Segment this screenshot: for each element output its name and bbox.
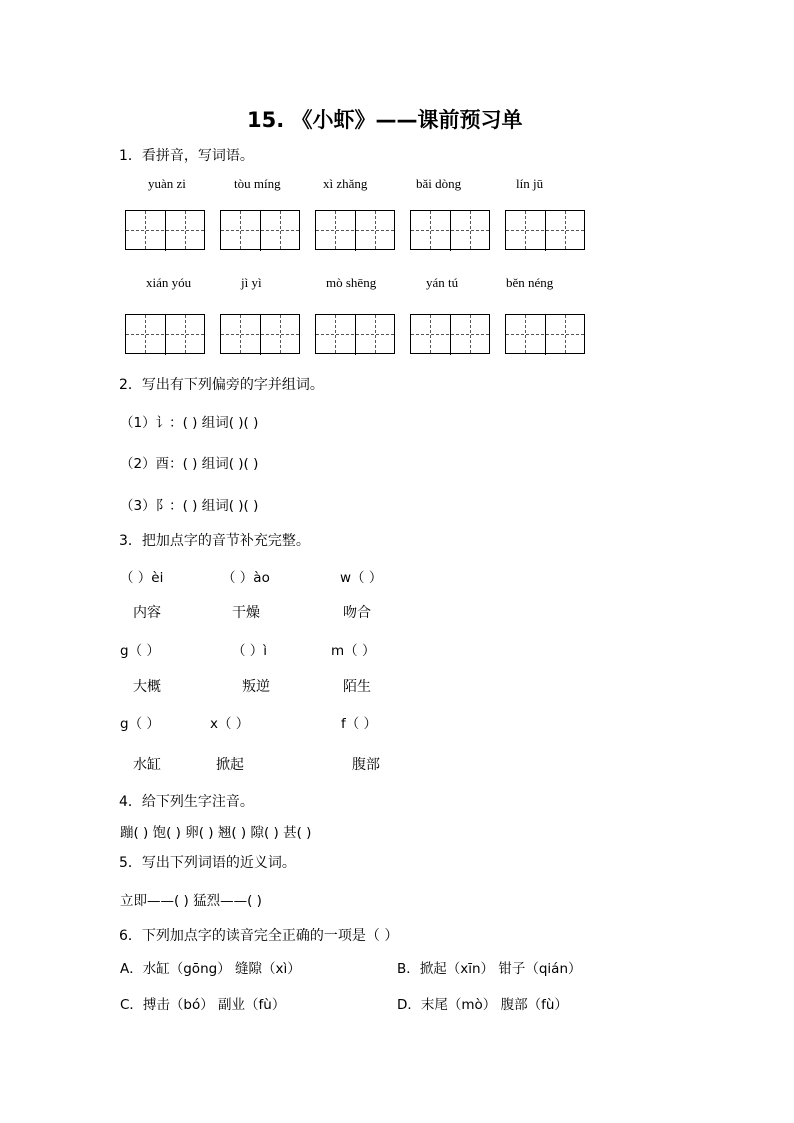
writing-grid[interactable] [125,314,205,354]
writing-grid[interactable] [220,210,300,250]
pinyin-label: jì yì [241,275,262,290]
pinyin-label: bǎi dòng [416,176,462,191]
radical-line: （2）酉：( ) 组词( )( ) [120,456,259,472]
syllable-blank: f（ ） [341,716,378,732]
dotted-word: 干燥 [232,605,260,621]
syllable-blank: （ ）ì [232,643,268,659]
dotted-word: 吻合 [343,605,371,621]
syllable-blank: m（ ） [331,643,376,659]
writing-grid[interactable] [220,314,300,354]
dotted-word: 内容 [133,605,161,621]
syllable-blank: g（ ） [120,643,160,659]
phonetic-line: 蹦( ) 饱( ) 卵( ) 翘( ) 隙( ) 甚( ) [120,825,312,841]
dotted-word: 水缸 [133,757,161,773]
option-d[interactable]: D．末尾（mò） 腹部（fù） [397,997,568,1013]
radical-line: （1）讠：( ) 组词( )( ) [120,415,259,431]
writing-grid[interactable] [505,210,585,250]
dotted-word: 腹部 [352,757,380,773]
q5-heading: 5．写出下列词语的近义词。 [119,855,296,871]
q3-heading: 3．把加点字的音节补充完整。 [119,533,310,549]
q4-heading: 4．给下列生字注音。 [119,794,254,810]
pinyin-label: yuàn zi [148,176,186,191]
writing-grid[interactable] [125,210,205,250]
syllable-blank: （ ）ào [222,570,270,586]
pinyin-label: yán tú [426,275,459,290]
q1-heading: 1．看拼音，写词语。 [119,148,254,164]
writing-grid[interactable] [410,314,490,354]
writing-grid[interactable] [410,210,490,250]
pinyin-label: lín jū [516,176,544,191]
writing-grid[interactable] [315,210,395,250]
option-c[interactable]: C．搏击（bó） 副业（fù） [120,997,286,1013]
syllable-blank: w（ ） [340,570,383,586]
syllable-blank: x（ ） [210,716,250,732]
pinyin-label: tòu míng [234,176,281,191]
option-b[interactable]: B．掀起（xīn） 钳子（qián） [397,961,582,977]
dotted-word: 掀起 [216,757,244,773]
writing-grid[interactable] [315,314,395,354]
syllable-blank: g（ ） [120,716,160,732]
pinyin-label: běn néng [506,275,554,290]
writing-grid[interactable] [505,314,585,354]
radical-line: （3）阝：( ) 组词( )( ) [120,498,259,514]
option-a[interactable]: A．水缸（gōng） 缝隙（xì） [120,961,301,977]
dotted-word: 陌生 [343,679,371,695]
q2-heading: 2．写出有下列偏旁的字并组词。 [119,377,324,393]
syllable-blank: （ ）èi [120,570,164,586]
synonym-line: 立即——( ) 猛烈——( ) [120,893,262,909]
dotted-word: 叛逆 [242,679,270,695]
pinyin-label: mò shēng [326,275,377,290]
pinyin-label: xián yóu [146,275,192,290]
q6-heading: 6．下列加点字的读音完全正确的一项是（ ） [119,928,399,944]
pinyin-label: xì zhǎng [323,176,368,191]
dotted-word: 大概 [133,679,161,695]
page-title: 15. 《小虾》——课前预习单 [247,108,523,132]
